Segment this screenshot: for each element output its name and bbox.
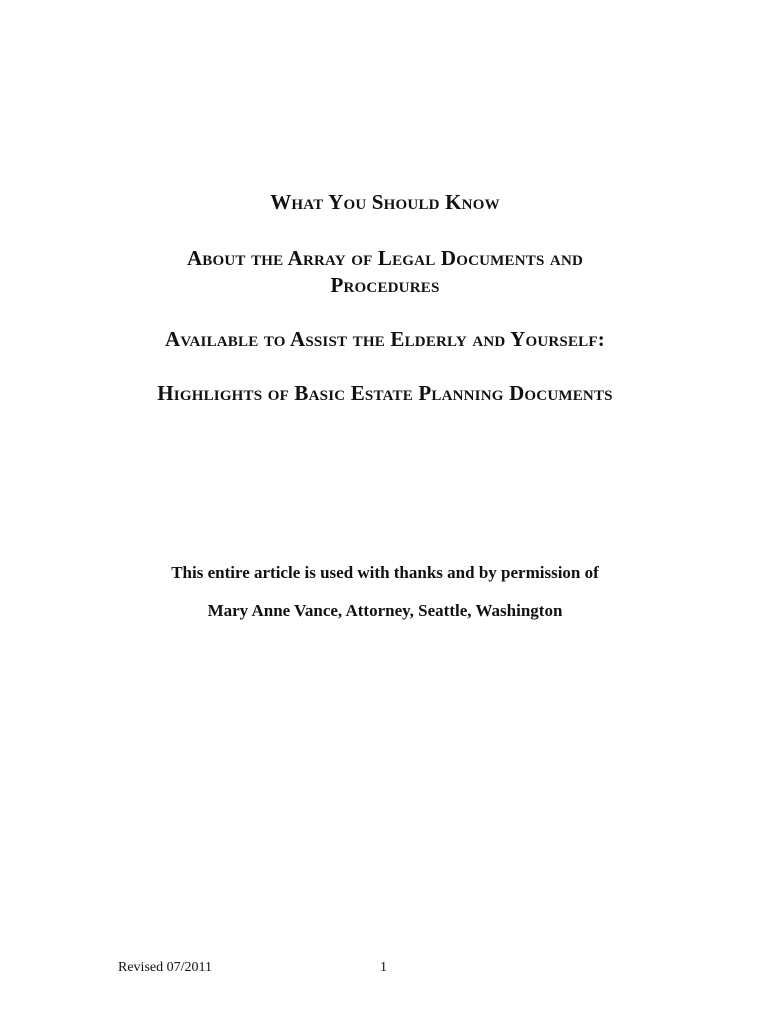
page-number: 1 [380,960,387,975]
credit-line-1: This entire article is used with thanks and by permission of [171,563,599,582]
title-line-4: Available to Assist the Elderly and Yourself: [165,327,605,351]
title-line-5: Highlights of Basic Estate Planning Documents [157,381,613,405]
title-line-2: About the Array of Legal Documents and [186,246,584,270]
title-line-3: Procedures [330,273,440,297]
title-line-1: What You Should Know [270,190,500,214]
credit-line-2: Mary Anne Vance, Attorney, Seattle, Washington [207,601,563,620]
revision-date: Revised 07/2011 [118,960,212,975]
